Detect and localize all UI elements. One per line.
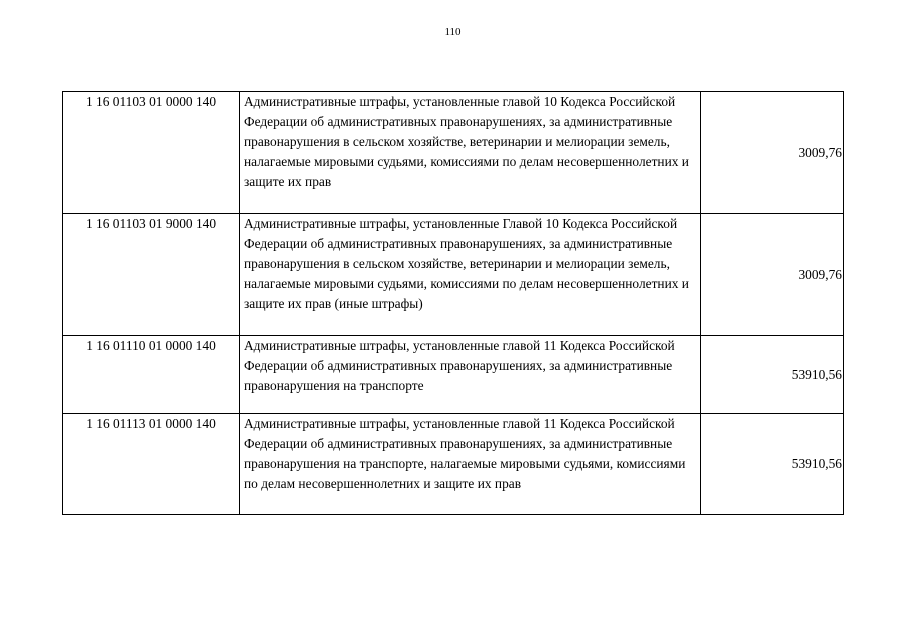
revenue-table-body (63, 92, 844, 515)
description-cell: Административные штрафы, установленные главой 11 Кодекса Российской Федерации об административных правонарушениях, за административные правонарушения на транспорте (240, 336, 701, 414)
table-row (63, 214, 844, 336)
budget-code-cell: 1 16 01103 01 0000 140 (63, 92, 240, 214)
description-cell: Административные штрафы, установленные Главой 10 Кодекса Российской Федерации об административных правонарушениях, за административные правонарушения в сельском хозяйстве, ветеринарии и мелиорации земель, налагаемые мировыми судьями, комиссиями по делам несовершеннолетних и защите их прав (иные штрафы) (240, 214, 701, 336)
table-row (63, 336, 844, 414)
budget-code-cell: 1 16 01110 01 0000 140 (63, 336, 240, 414)
amount-cell: 3009,76 (701, 92, 844, 214)
budget-code-cell: 1 16 01103 01 9000 140 (63, 214, 240, 336)
page-number: 110 (444, 26, 461, 38)
revenue-table (62, 91, 844, 515)
amount-cell: 53910,56 (701, 414, 844, 515)
description-cell: Административные штрафы, установленные главой 10 Кодекса Российской Федерации об административных правонарушениях, за административные правонарушения в сельском хозяйстве, ветеринарии и мелиорации земель, налагаемые мировыми судьями, комиссиями по делам несовершеннолетних и защите их прав (240, 92, 701, 214)
table-row (63, 92, 844, 214)
amount-cell: 53910,56 (701, 336, 844, 414)
budget-code-cell: 1 16 01113 01 0000 140 (63, 414, 240, 515)
table-row (63, 414, 844, 515)
amount-cell: 3009,76 (701, 214, 844, 336)
description-cell: Административные штрафы, установленные главой 11 Кодекса Российской Федерации об административных правонарушениях, за административные правонарушения на транспорте, налагаемые мировыми судьями, комиссиями по делам несовершеннолетних и защите их прав (240, 414, 701, 515)
